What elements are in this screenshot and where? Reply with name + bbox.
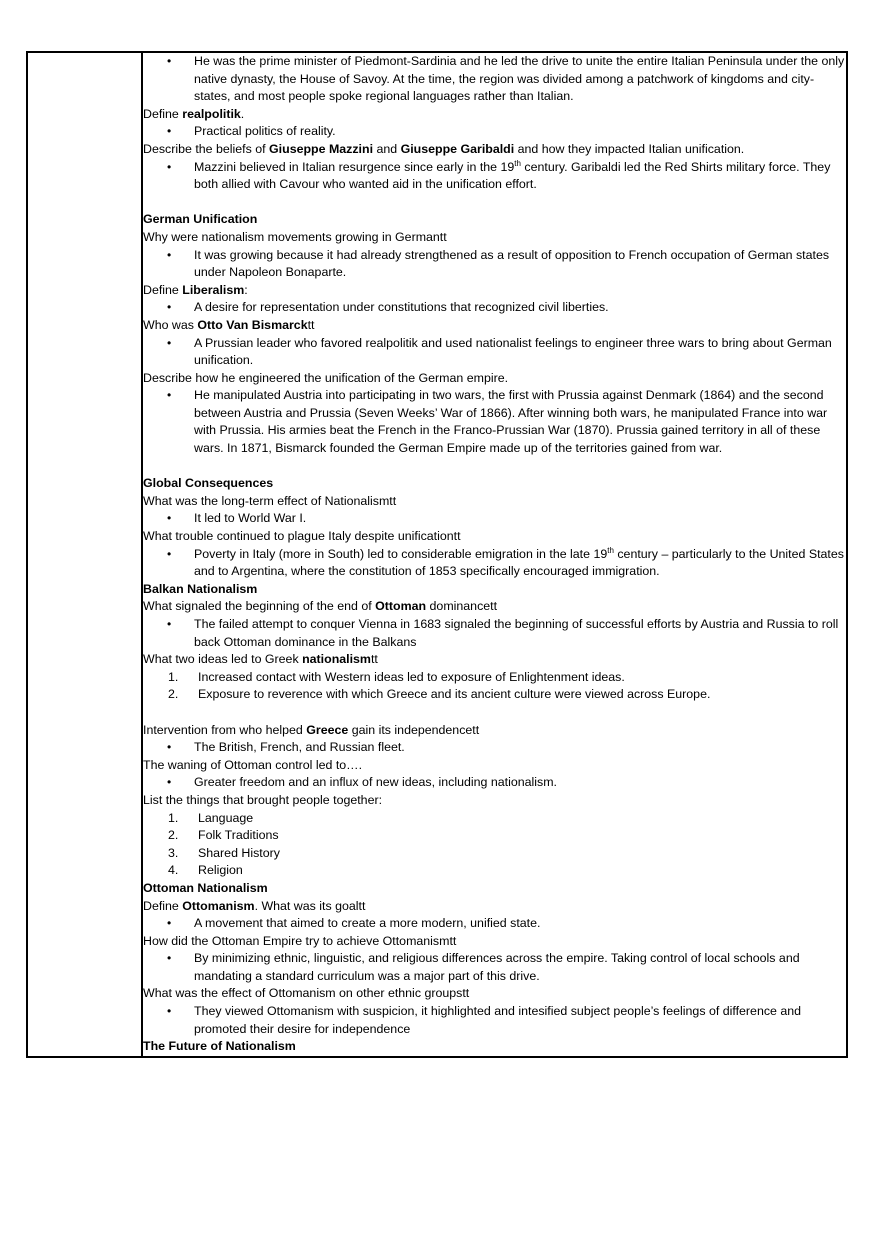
- section-heading: Ottoman Nationalism: [143, 880, 268, 895]
- numbered-item: 3. Shared History: [168, 845, 280, 860]
- bullet-item: • It led to World War I.: [143, 510, 846, 528]
- bullet-item: • By minimizing ethnic, linguistic, and religious differences across the empire. Taking control of local schools and mandating a standard curriculum was a major part of this drive.: [143, 950, 846, 985]
- question-line: Describe how he engineered the unification of the German empire.: [143, 370, 509, 385]
- bullet-item: • He manipulated Austria into participating in two wars, the first with Prussia against Denmark (1864) and the second between Austria and Prussia (Seven Weeks’ War of 1866). After winning both wars, he manipulated France into war with Prussia. His armies beat the French in the Franco-Prussian War (1870). Prussia gained territory in all of these wars. In 1871, Bismarck founded the German Empire made up of the territories gained from war.: [143, 387, 846, 457]
- question-line: Define Ottomanism. What was its goaltt: [143, 898, 366, 913]
- bullet-item: • They viewed Ottomanism with suspicion, it highlighted and intesified subject people’s feelings of difference and promoted their desire for independence: [143, 1003, 846, 1038]
- question-line: Who was Otto Van Bismarcktt: [143, 317, 315, 332]
- question-line: What was the effect of Ottomanism on other ethnic groupstt: [143, 986, 470, 1001]
- section-heading: Global Consequences: [143, 476, 274, 491]
- bullet-item: • Greater freedom and an influx of new ideas, including nationalism.: [143, 774, 846, 792]
- bullet-item: • Practical politics of reality.: [143, 123, 846, 141]
- question-line: List the things that brought people together:: [143, 792, 383, 807]
- spacer: [143, 458, 846, 476]
- bullet-item: • A desire for representation under constitutions that recognized civil liberties.: [143, 299, 846, 317]
- question-line: Intervention from who helped Greece gain its independencett: [143, 722, 480, 737]
- numbered-item: 4. Religion: [168, 863, 243, 878]
- bullet-item: • The failed attempt to conquer Vienna in 1683 signaled the beginning of successful efforts by Austria and Russia to roll back Ottoman dominance in the Balkans: [143, 616, 846, 651]
- bullet-item: • It was growing because it had already strengthened as a result of opposition to French occupation of German states under Napoleon Bonaparte.: [143, 247, 846, 282]
- question-line: Why were nationalism movements growing in Germantt: [143, 229, 447, 244]
- bullet-item: • Mazzini believed in Italian resurgence since early in the 19th century. Garibaldi led the Red Shirts military force. They both allied with Cavour who wanted aid in the unification effort.: [143, 159, 846, 194]
- question-line: The waning of Ottoman control led to….: [143, 757, 363, 772]
- notes-content: [143, 53, 846, 1056]
- question-line: What two ideas led to Greek nationalismtt: [143, 652, 378, 667]
- section-heading: German Unification: [143, 212, 258, 227]
- numbered-item: 1. Language: [168, 810, 254, 825]
- question-line: What was the long-term effect of Nationalismtt: [143, 493, 397, 508]
- question-line: Define Liberalism:: [143, 282, 248, 297]
- bullet-item: • A Prussian leader who favored realpolitik and used nationalist feelings to engineer three wars to bring about German unification.: [143, 335, 846, 370]
- cue-column: [27, 52, 142, 1057]
- bullet-item: • The British, French, and Russian fleet.: [143, 739, 846, 757]
- bullet-item: • Poverty in Italy (more in South) led to considerable emigration in the late 19th century – particularly to the United States and to Argentina, where the constitution of 1853 specifically encouraged immigration.: [143, 546, 846, 581]
- bullet-item: • He was the prime minister of Piedmont-Sardinia and he led the drive to unite the entire Italian Peninsula under the only native dynasty, the House of Savoy. At the time, the region was divided among a patchwork of kingdoms and city-states, and most people spoke regional languages rather than Italian.: [143, 53, 846, 106]
- section-heading: The Future of Nationalism: [143, 1039, 296, 1054]
- question-line: Define realpolitik.: [143, 106, 245, 121]
- notes-column: [142, 52, 847, 1057]
- question-line: How did the Ottoman Empire try to achieve Ottomanismtt: [143, 933, 457, 948]
- spacer: [143, 194, 846, 212]
- question-line: What signaled the beginning of the end of Ottoman dominancett: [143, 599, 498, 614]
- question-line: What trouble continued to plague Italy despite unificationtt: [143, 529, 461, 544]
- numbered-item: 2. Folk Traditions: [168, 828, 279, 843]
- numbered-item: 1. Increased contact with Western ideas led to exposure of Enlightenment ideas.: [168, 669, 625, 684]
- notes-table: [26, 51, 848, 1058]
- section-heading: Balkan Nationalism: [143, 581, 258, 596]
- bullet-item: • A movement that aimed to create a more modern, unified state.: [143, 915, 846, 933]
- spacer: [143, 704, 846, 722]
- numbered-item: 2. Exposure to reverence with which Greece and its ancient culture were viewed across Europe.: [168, 687, 711, 702]
- question-line: Describe the beliefs of Giuseppe Mazzini and Giuseppe Garibaldi and how they impacted Italian unification.: [143, 141, 745, 156]
